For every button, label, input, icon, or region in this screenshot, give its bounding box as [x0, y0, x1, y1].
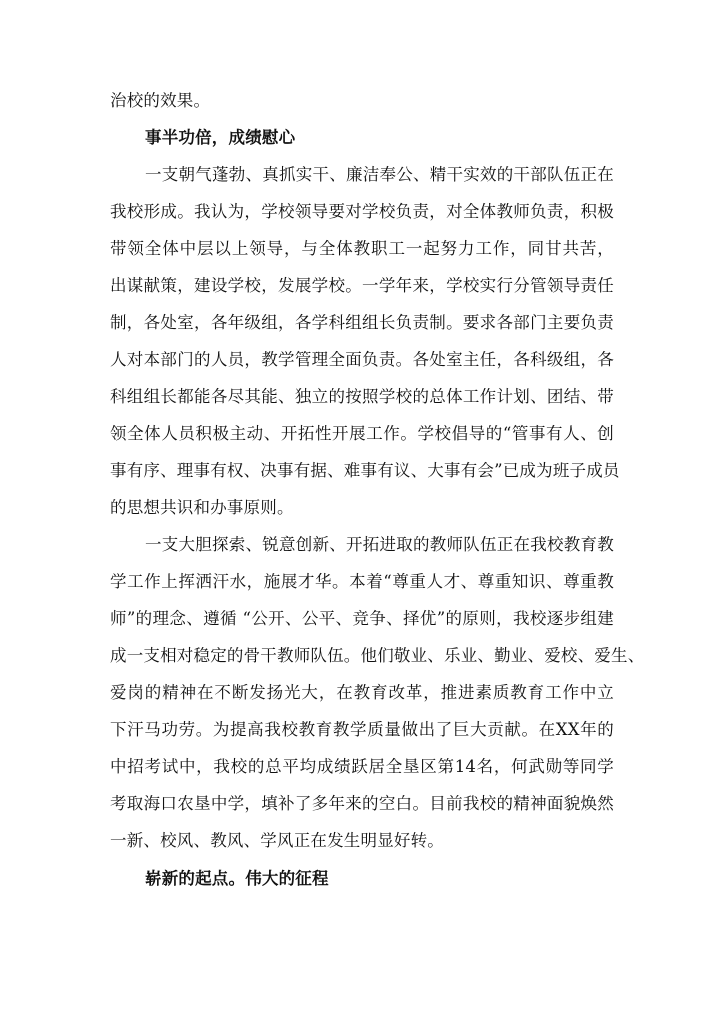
section-heading-1: 事半功倍，成绩慰心 [145, 128, 296, 147]
paragraph-line: 爱岗的精神在不断发扬光大，在教育改革，推进素质教育工作中立 [110, 683, 614, 702]
paragraph-line: 一新、校风、教风、学风正在发生明显好转。 [110, 831, 444, 850]
paragraph-line: 我校形成。我认为，学校领导要对学校负责，对全体教师负责，积极 [110, 202, 614, 221]
paragraph-line: 科组组长都能各尽其能、独立的按照学校的总体工作计划、团结、带 [110, 387, 614, 406]
paragraph-line: 考取海口农垦中学，填补了多年来的空白。目前我校的精神面貌焕然 [110, 794, 614, 813]
paragraph-line: 的思想共识和办事原则。 [110, 498, 294, 517]
paragraph-tail-line: 治校的效果。 [110, 91, 211, 110]
paragraph-line: 中招考试中，我校的总平均成绩跃居全垦区第14名，何武勋等同学 [110, 757, 614, 776]
paragraph-line: 制，各处室，各年级组，各学科组组长负责制。要求各部门主要负责 [110, 313, 614, 332]
paragraph-line: 人对本部门的人员，教学管理全面负责。各处室主任，各科级组，各 [110, 350, 614, 369]
paragraph-line: 一支朝气蓬勃、真抓实干、廉洁奉公、精干实效的干部队伍正在 [145, 165, 614, 184]
paragraph-line: 学工作上挥洒汗水，施展才华。本着“尊重人才、尊重知识、尊重教 [110, 572, 614, 591]
paragraph-line: 出谋献策，建设学校，发展学校。一学年来，学校实行分管领导责任 [110, 276, 614, 295]
paragraph-line: 带领全体中层以上领导，与全体教职工一起努力工作，同甘共苦， [110, 239, 614, 258]
paragraph-line: 一支大胆探索、锐意创新、开拓进取的教师队伍正在我校教育教 [145, 535, 614, 554]
paragraph-line: 成一支相对稳定的骨干教师队伍。他们敬业、乐业、勤业、爱校、爱生、 [110, 646, 645, 665]
paragraph-line: 领全体人员积极主动、开拓性开展工作。学校倡导的“管事有人、创 [110, 424, 614, 443]
paragraph-line: 事有序、理事有权、决事有据、难事有议、大事有会”已成为班子成员 [110, 461, 620, 480]
section-heading-2: 崭新的起点。伟大的征程 [145, 869, 329, 888]
paragraph-line: 下汗马功劳。为提高我校教育教学质量做出了巨大贡献。在XX年的 [110, 720, 614, 739]
paragraph-line: 师”的理念、遵循 “公开、公平、竞争、择优”的原则，我校逐步组建 [110, 609, 614, 628]
